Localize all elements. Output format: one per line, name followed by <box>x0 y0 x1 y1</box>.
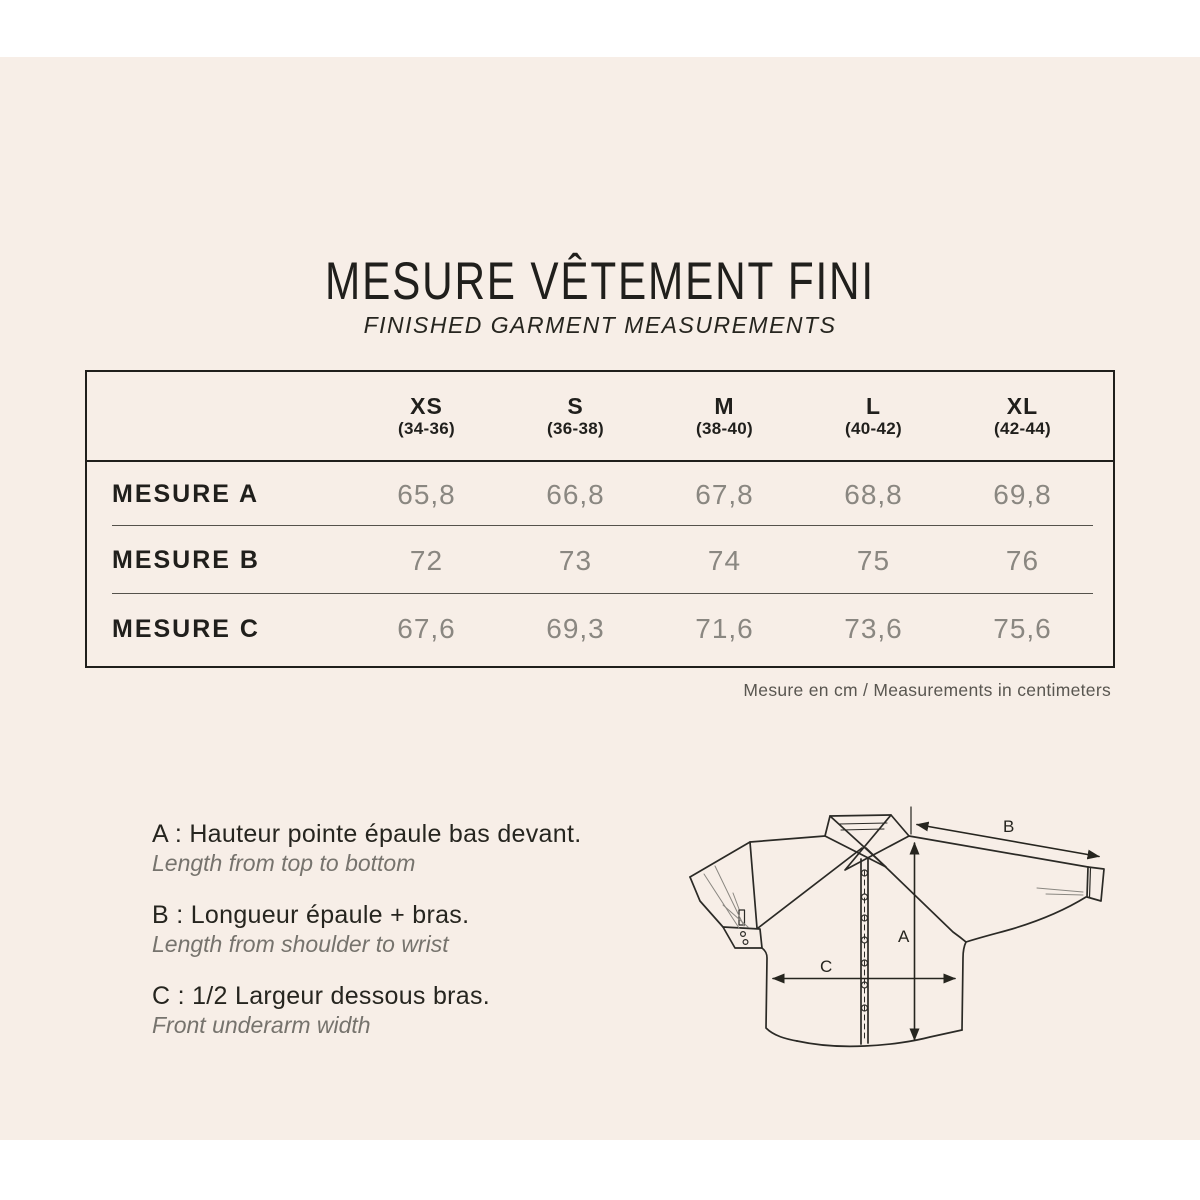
size-chart-sheet <box>0 57 1200 1140</box>
column-header-xl <box>948 393 1097 439</box>
table-cell: 67,8 <box>695 478 754 510</box>
column-header-m <box>650 393 799 439</box>
column-size-label: XS <box>410 393 443 419</box>
table-cell: 71,6 <box>695 613 754 644</box>
table-cell: 72 <box>409 544 444 576</box>
table-cell: 65,8 <box>397 478 456 510</box>
garment-diagram <box>660 785 1160 1105</box>
legend-french-text: B : Longueur épaule + bras. <box>152 900 470 929</box>
column-size-label: L <box>865 393 882 419</box>
diagram-label-b: B <box>1003 817 1015 836</box>
legend-french-text: C : 1/2 Largeur dessous bras. <box>152 981 491 1010</box>
column-size-label: M <box>714 393 735 419</box>
column-range-label: (42-44) <box>994 419 1051 439</box>
table-row-mesure-b <box>87 527 1113 594</box>
column-range-label: (40-42) <box>845 419 902 439</box>
units-note: Mesure en cm / Measurements in centimeters <box>743 680 1111 700</box>
column-size-label: XL <box>1006 393 1039 419</box>
page-subtitle: FINISHED GARMENT MEASUREMENTS <box>363 312 837 338</box>
legend-french-text: A : Hauteur pointe épaule bas devant. <box>152 820 582 848</box>
diagram-label-a: A <box>898 927 910 946</box>
table-cell: 68,8 <box>844 478 903 510</box>
legend-english-text: Front underarm width <box>152 1011 371 1038</box>
column-header-s <box>501 393 650 439</box>
legend-item-c <box>152 981 581 1040</box>
table-cell: 66,8 <box>546 478 605 510</box>
legend-english-text: Length from top to bottom <box>152 850 416 877</box>
column-size-label: S <box>567 393 584 419</box>
button-placket <box>861 859 868 1044</box>
garment-body <box>758 848 966 1046</box>
collar <box>825 815 909 870</box>
column-range-label: (34-36) <box>398 419 455 439</box>
legend-item-b <box>152 900 581 959</box>
table-cell: 75,6 <box>993 613 1052 644</box>
row-separator <box>112 593 1093 594</box>
row-label: MESURE B <box>112 546 260 574</box>
table-row-mesure-c <box>87 594 1113 664</box>
legend-english-text: Length from shoulder to wrist <box>152 931 449 958</box>
legend-item-a <box>152 819 581 878</box>
diagram-label-c: C <box>820 957 833 976</box>
column-header-xs <box>352 393 501 439</box>
table-row-mesure-a <box>87 462 1113 527</box>
column-header-l <box>799 393 948 439</box>
size-table-header <box>87 372 1113 462</box>
table-cell: 76 <box>1005 544 1040 576</box>
column-range-label: (38-40) <box>696 419 753 439</box>
measurement-arrows <box>773 807 1099 1040</box>
table-cell: 73,6 <box>844 613 903 644</box>
column-range-label: (36-38) <box>547 419 604 439</box>
row-label: MESURE A <box>112 480 260 508</box>
table-cell: 67,6 <box>397 613 456 644</box>
row-separator <box>112 525 1093 526</box>
size-table <box>85 370 1115 668</box>
table-cell: 75 <box>856 544 891 576</box>
row-label: MESURE C <box>112 614 260 643</box>
garment-drawing <box>690 815 1104 1046</box>
table-cell: 74 <box>707 544 742 576</box>
table-cell: 69,8 <box>993 478 1052 510</box>
table-cell: 69,3 <box>546 613 605 644</box>
table-cell: 73 <box>558 544 593 576</box>
measurement-legend <box>152 819 581 1062</box>
page-title: MESURE VÊTEMENT FINI <box>325 250 875 311</box>
